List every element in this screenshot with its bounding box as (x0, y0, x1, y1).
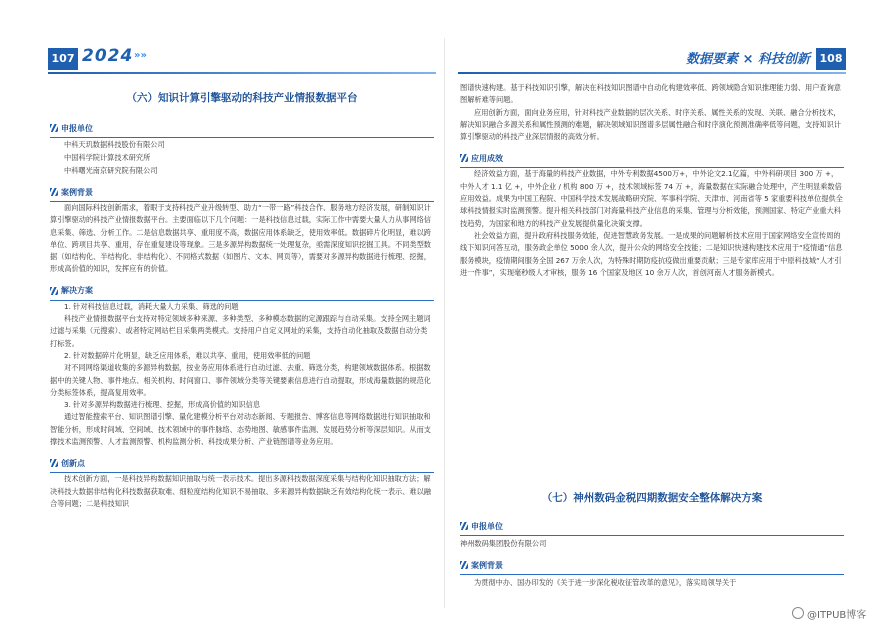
applicant-7: 神州数码集团股份有限公司 (460, 539, 547, 548)
section-title-6: （六）知识计算引擎驱动的科技产业情报数据平台 (126, 92, 358, 104)
section-title-7: （七）神州数码金税四期数据安全整体解决方案 (541, 492, 763, 504)
applicant-1: 中科天玑数据科技股份有限公司 (64, 140, 165, 149)
background-tag: 案例背景 (50, 181, 434, 202)
applicant-tag-2: 申报单位 (460, 515, 844, 536)
left-page-number: 107 (48, 48, 78, 70)
applicant-tag: 申报单位 (50, 117, 434, 138)
series-brand: 数据要素 × 科技创新 (686, 52, 810, 67)
page-gutter (444, 38, 445, 608)
stripe-icon (460, 522, 468, 530)
solution-para-2: 对不同网络渠道收集的多源异构数据，按业务应用体系进行自动过滤、去重、筛选分类，构建领域数据体系。根据数据中的关键人物、事件地点、相关机构、时间窗口、事件领域分类等关键要素信息进行自动提取，形成海量数据的规范化分类标签体系，提高复用效率。 (50, 363, 431, 397)
solution-tag: 解决方案 (50, 280, 434, 301)
watermark: @ITPUB博客 (792, 606, 866, 621)
solution-para-1: 科技产业情报数据平台支持对特定领域多种来源、多种类型、多种模态数据的定源跟踪与自动采集。支持全网主题词过滤与采集（元搜索）、或者特定网站栏目采集两类模式。支持用户自定义网址的采集，支持自动化抽取及数据自动分类打标签。 (50, 314, 431, 348)
applicant-3: 中科曙光南京研究院有限公司 (64, 166, 158, 175)
right-page-header (458, 48, 846, 70)
solution-item-2: 2. 针对数据碎片化明显，缺乏应用体系，难以共享、重用，使用效率低的问题 (64, 350, 311, 360)
intro-paragraph-1: 图谱快速构建。基于科技知识引擎，解决在科技知识图谱中自动化构建效率低、跨领域隐含知识推理能力弱、用户查询意图解析难等问题。 (460, 83, 841, 105)
results-social: 社会效益方面，提升政府科技服务效能，促进智慧政务发展。一是成果的问题解析技术应用于国家网络安全宣传周的线下知识问答互动，服务政企单位 5000 余人次，提升公众的网络安全技能；二是知识快速构建技术应用于“疫情通”信息服务模块，疫情期间服务全国 267 万余人次，为特殊时期防疫抗疫做出重要贡献；三是专家库应用于中原科技城“人才引进一件事”，实现毫秒级人才审核，服务 16 个国家及地区 10 余万人次，首创河南人才服务新模式。 (460, 230, 843, 277)
right-page-content (460, 82, 844, 279)
background-tag-2: 案例背景 (460, 554, 844, 575)
year-brand: 2024 (82, 46, 134, 66)
results-economic: 经济效益方面，基于海量的科技产业数据，中外专利数据4500万+，中外论文2.1亿篇，中外科研项目 300 万 +，中外人才 1.1 亿 +，中外企业 / 机构 800 万 +，技术领域标签 74 万 +，海量数据在实际融合处理中，产生明显乘数倍应用效益。成果为中国工程院、中国科学技术发展战略研究院、军事科学院、天津市、河南省等 5 家重要科技单位提供全球科技情报实时监测预警。提升相关科技部门对海量科技产业信息的采集、管理与分析效能，预测国家、特定产业重大科技趋势，为国家和地方的科技产业发展提供量化决策支撑。 (460, 169, 843, 228)
solution-item-1: 1. 针对科技信息过载，消耗大量人力采集、筛选的问题 (64, 301, 239, 311)
stripe-icon (50, 287, 58, 295)
left-header-rule (48, 72, 436, 74)
background-paragraph: 面向国际科技创新需求，着眼于支持科技产业升级转型、助力“一带一路”科技合作、服务地方经济发展，研制知识计算引擎驱动的科技产业情报数据平台。主要面临以下几个问题：一是科技信息过载，实际工作中需要大量人力从事网络信息采集、筛选、分析工作。二是信息数据共享、重用度不高，数据应用体系缺乏，使用效率低。数据碎片化明显，难以跨单位、跨项目共享、重用，存在重复建设等现象。三是多源异构数据统一处理复杂，亟需深度知识挖掘工具。不同类型数据（如结构化、半结构化、非结构化）、不同格式数据（如图片、文本、网页等），需要对多源异构数据进行梳理、挖掘，形成高价值的知识，发挥应有的价值。 (50, 203, 431, 274)
left-page-header (48, 48, 436, 70)
background-paragraph-7: 为贯彻中办、国办印发的《关于进一步深化税收征管改革的意见》，落实局领导关于 (474, 578, 737, 588)
solution-para-3: 通过智能搜索平台、知识图谱引擎、量化建模分析平台对动态新闻、专题报告、博客信息等网络数据进行知识抽取和智能分析，形成时间域、空间域、技术领域中的事件脉络、态势地图、敏感事件监测、发展趋势分析等深层知识。从而支撑技术监测预警、人才监测预警、机构监测分析、科技成果分析、产业链图谱等业务应用。 (50, 412, 431, 447)
chevrons-icon: »» (134, 50, 147, 61)
innovation-paragraph: 技术创新方面，一是科技异构数据知识抽取与统一表示技术。提出多源科技数据深度采集与结构化知识抽取方法；解决科技大数据非结构化科技数据获取难、细粒度结构化知识不易抽取、多来源异构数据缺乏有效结构化统一表示、难以融合等问题；二是科技知识 (50, 474, 431, 508)
stripe-icon (50, 459, 58, 467)
right-page-number: 108 (816, 48, 846, 70)
at-icon (792, 607, 804, 619)
stripe-icon (460, 154, 468, 162)
stripe-icon (50, 124, 58, 132)
innovation-tag: 创新点 (50, 452, 434, 473)
solution-item-3: 3. 针对多源异构数据进行梳理、挖掘，形成高价值的知识信息 (64, 400, 261, 410)
stripe-icon (50, 188, 58, 196)
left-page-content (50, 90, 434, 510)
stripe-icon (460, 561, 468, 569)
right-header-rule (458, 72, 846, 74)
applicant-2: 中国科学院计算技术研究所 (64, 153, 151, 162)
results-tag: 应用成效 (460, 147, 844, 168)
section-7 (460, 490, 844, 590)
intro-paragraph-2: 应用创新方面，面向业务应用，针对科技产业数据的层次关系、时序关系、属性关系的发现、关联、融合分析技术，解决知识融合多源关系和属性预测的难题，解决领域知识图谱多层属性融合和时序演化预测准确率低等问题，支持知识计算引擎驱动的科技产业深层情报的高效分析。 (460, 107, 841, 142)
